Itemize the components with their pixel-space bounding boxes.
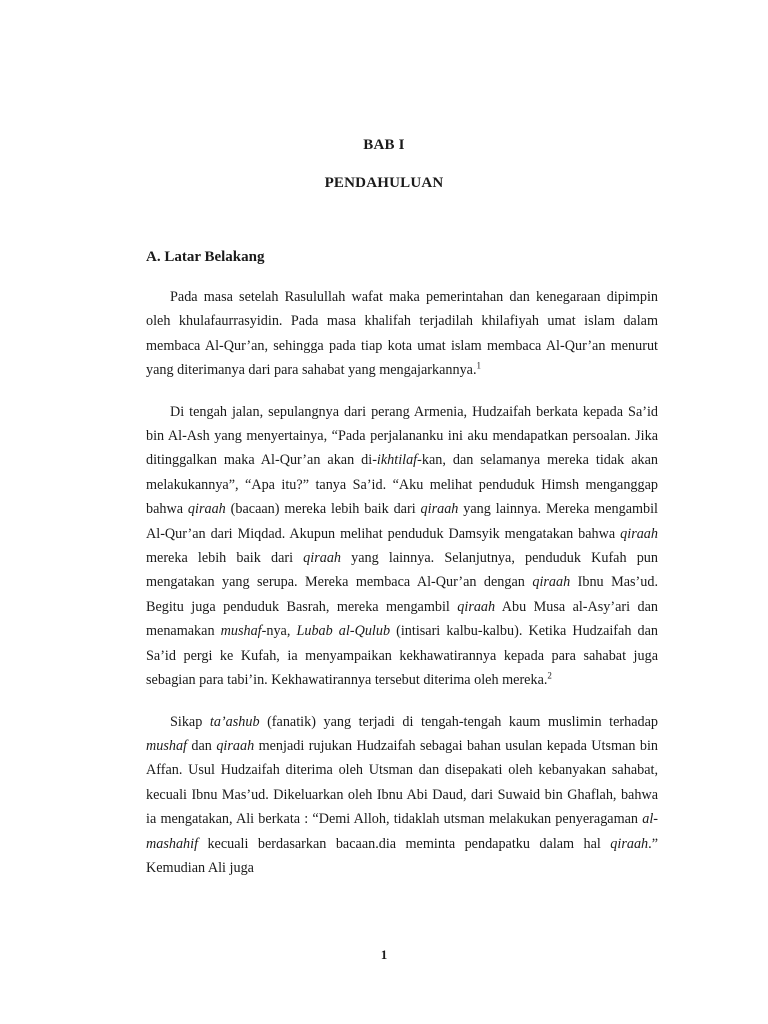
text-run: .” Kemudian Ali juga [146,835,658,876]
text-run: Di tengah jalan, sepulangnya dari perang Armenia, Hudzaifah berkata kepada Sa’id bin Al-Ash yang menyertainya, “Pada perjalananku ini aku mendapatkan persoalan. Jika ditinggalkan maka Al-Qur’an akan di- [146,403,658,469]
paragraph-1 [146,285,658,383]
text-run: yang lainnya. Selanjutnya, penduduk Kufah pun mengatakan yang serupa. Mereka membaca Al-Qur’an dengan [146,550,658,591]
body-text [146,285,658,897]
text-run: (intisari kalbu-kalbu). Ketika Hudzaifah dan Sa’id pergi ke Kufah, ia menyampaikan kekhawatirannya kepada para sahabat juga sebagian para tabi’in. Kekhawatirannya tersebut diterima oleh mereka. [146,623,658,689]
italic-term: qiraah [216,737,255,754]
text-run: -kan, dan selamanya mereka tidak akan melakukannya”, “Apa itu?” tanya Sa’id. “Aku melihat penduduk Himsh menganggap bahwa [146,452,658,518]
italic-term: mushaf [146,737,187,754]
italic-term: ikhtilaf [376,452,418,469]
paragraph-2 [146,400,658,693]
footnote-ref: 2 [547,670,552,681]
text-run: (fanatik) yang terjadi di tengah-tengah kaum muslimin terhadap [259,713,658,730]
italic-term: qiraah [420,501,459,518]
text-run: Ibnu Mas’ud. Begitu juga penduduk Basrah, mereka mengambil [146,574,658,615]
italic-term: qiraah [187,501,226,518]
page-number: 1 [380,947,388,962]
italic-term: al-mashahif [146,811,658,852]
paragraph-3 [146,710,658,881]
text-run: menjadi rujukan Hudzaifah sebagai bahan usulan kepada Utsman bin Affan. Usul Hudzaifah diterima oleh Utsman dan disepakati oleh kebanyakan sahabat, kecuali Ibnu Mas’ud. Dikeluarkan oleh Ibnu Abi Daud, dari Suwaid bin Ghaflah, bahwa ia mengatakan, Ali berkata : “Demi Alloh, tidaklah utsman melakukan penyeragaman [146,737,658,828]
footnote-ref: 1 [476,360,482,371]
text-run: yang lainnya. Mereka mengambil Al-Qur’an dari Miqdad. Akupun melihat penduduk Damsyik mengatakan bahwa [146,501,658,542]
text-run: mereka lebih baik dari [146,550,304,567]
italic-term: ta’ashub [209,713,260,730]
italic-term: mushaf [220,623,262,640]
text-run: -nya, [261,623,297,640]
chapter-title: PENDAHULUAN [324,175,444,191]
text-run: dan [187,737,217,754]
chapter-number: BAB I [363,137,405,153]
section-heading: A. Latar Belakang [146,249,265,265]
text-run: Abu Musa al-Asy’ari dan menamakan [146,598,658,640]
italic-term: qiraah [457,598,496,615]
text-run: Pada masa setelah Rasulullah wafat maka pemerintahan dan kenegaraan dipimpin oleh khulafaurrasyidin. Pada masa khalifah terjadilah khilafiyah umat islam dalam membaca Al-Qur’an, sehingga pada tiap kota umat islam membaca Al-Qur’an menurut yang diterimanya dari para sahabat yang mengajarkannya. [146,289,658,379]
italic-term: qiraah [610,835,649,852]
italic-term: qiraah [303,550,342,567]
italic-term: qiraah [532,574,571,591]
italic-term: qiraah [620,525,658,542]
italic-term: Lubab al-Qulub [296,623,391,640]
text-run: Sikap [170,713,210,730]
text-run: (bacaan) mereka lebih baik dari [225,501,421,518]
text-run: kecuali berdasarkan bacaan.dia meminta pendapatku dalam hal [198,835,611,852]
